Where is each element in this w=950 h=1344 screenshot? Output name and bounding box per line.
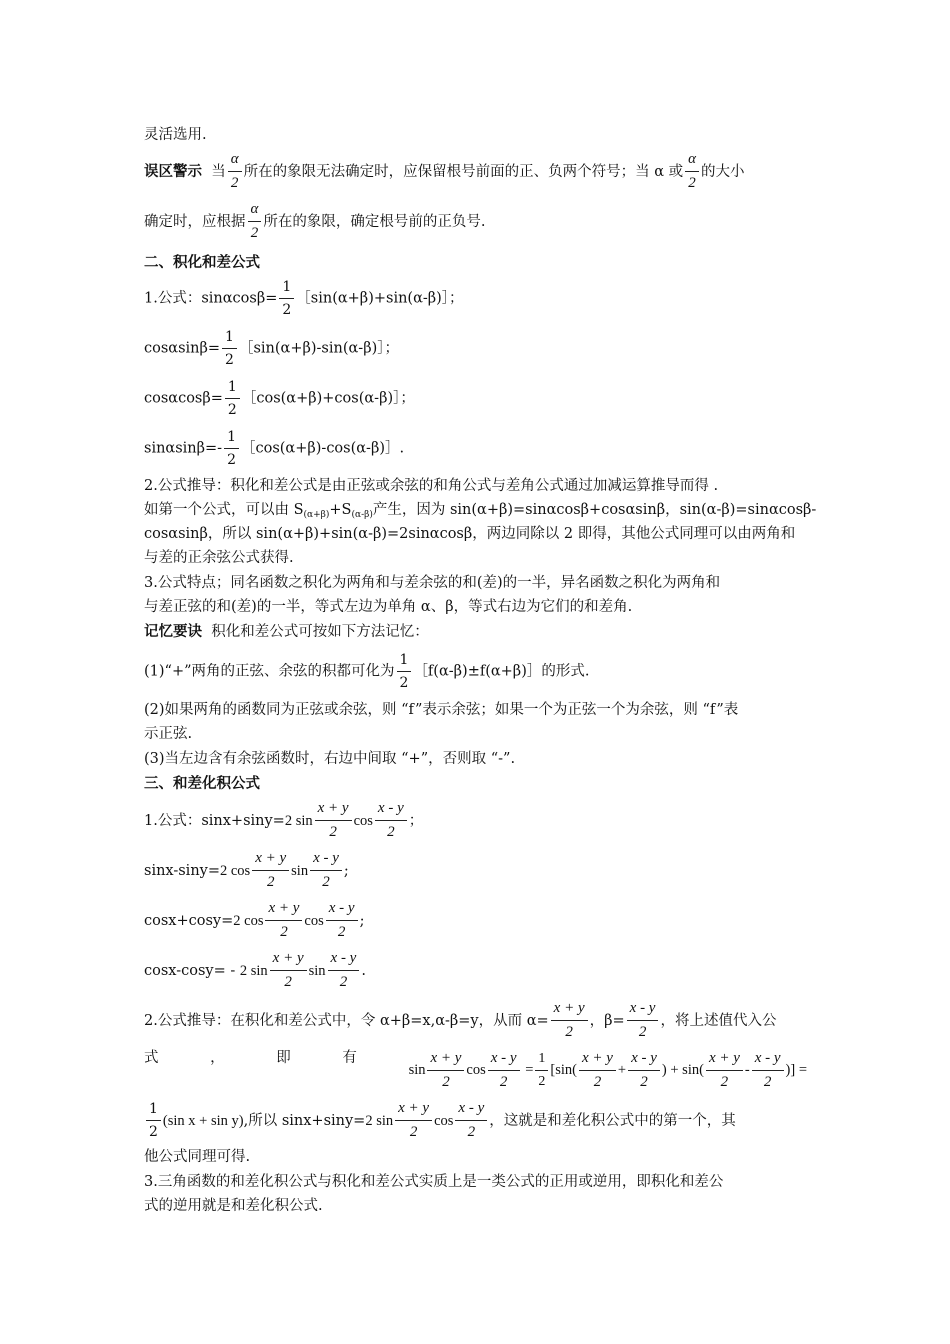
fraction-x-minus-y-over-2: $\frac{x - y}{2}$ (752, 1051, 784, 1091)
fraction-x-plus-y-over-2: $\frac{x + y}{2}$ (315, 801, 352, 841)
misconception-warning: 误区警示 当 $\frac{\alpha}{2}$ 所在的象限无法确定时，应保留根号前面的正、负两个符号；当 α 或 $\frac{\alpha}{2}$ 的大小 (144, 151, 745, 191)
fraction-alpha-over-2: $\frac{\alpha}{2}$ (228, 152, 242, 192)
fraction-x-plus-y-over-2: $\frac{x + y}{2}$ (270, 951, 307, 991)
fraction-alpha-over-2: $\frac{\alpha}{2}$ (685, 152, 699, 192)
text-line: 示正弦. (144, 726, 193, 742)
text-line: 与差正弦的和(差)的一半，等式左边为单角 α、β，等式右边为它们的和差角. (144, 599, 633, 615)
fraction-one-half: $\frac{1}{2}$ (222, 330, 237, 367)
memory-tip: 记忆要诀 积化和差公式可按如下方法记忆： (144, 624, 429, 640)
text-line: 3.三角函数的和差化积公式与积化和差公式实质上是一类公式的正用或逆用，即积化和差公 (144, 1174, 724, 1190)
fraction-one-half: $\frac{1}{2}$ (146, 1102, 161, 1139)
derivation-line: 式 ， 即 有 sin $\frac{x + y}{2}$ cos $\frac{x - y}{2}$ = $\frac{1}{2}$ [sin( $\frac{x + y}{2}$ + $\frac{x - y}{2}$ ) + sin( $\frac{x + y}{2}$ - $\frac{x - y}{2}$ )] = (144, 1050, 807, 1090)
fraction-x-minus-y-over-2: $\frac{x - y}{2}$ (627, 1001, 659, 1041)
fraction-x-minus-y-over-2: $\frac{x - y}{2}$ (488, 1051, 520, 1091)
formula-line: 1.公式：sinx+siny=2 sin $\frac{x + y}{2}$ cos $\frac{x - y}{2}$ ； (144, 800, 424, 840)
fraction-x-plus-y-over-2: $\frac{x + y}{2}$ (252, 851, 289, 891)
fraction-alpha-over-2: $\frac{\alpha}{2}$ (248, 202, 262, 242)
text-line: 与差的正余弦公式获得. (144, 550, 294, 566)
text-line: 2.公式推导：积化和差公式是由正弦或余弦的和角公式与差角公式通过加减运算推导而得 . (144, 478, 719, 494)
text-line: 2.公式推导：在积化和差公式中，令 α+β=x,α-β=y，从而 α= $\frac{x + y}{2}$ ，β= $\frac{x - y}{2}$ ，将上述值代入公 (144, 1000, 777, 1040)
fraction-x-minus-y-over-2: $\frac{x - y}{2}$ (328, 951, 360, 991)
fraction-x-plus-y-over-2: $\frac{x + y}{2}$ (551, 1001, 588, 1041)
fraction-x-plus-y-over-2: $\frac{x + y}{2}$ (427, 1051, 464, 1091)
formula-line: cosx+cosy=2 cos $\frac{x + y}{2}$ cos $\frac{x - y}{2}$ ; (144, 900, 365, 940)
text-line: 确定时，应根据 $\frac{\alpha}{2}$ 所在的象限，确定根号前的正负号. (144, 201, 486, 241)
text-line: (3)当左边含有余弦函数时，右边中间取 “+”，否则取 “-”. (144, 751, 516, 767)
fraction-x-plus-y-over-2: $\frac{x + y}{2}$ (579, 1051, 616, 1091)
fraction-one-half: $\frac{1}{2}$ (224, 430, 239, 467)
text-line: 3.公式特点；同名函数之积化为两角和与差余弦的和(差)的一半，异名函数之积化为两角和 (144, 575, 721, 591)
fraction-x-minus-y-over-2: $\frac{x - y}{2}$ (310, 851, 342, 891)
fraction-one-half: $\frac{1}{2}$ (225, 380, 240, 417)
formula-line: cosαcosβ= $\frac{1}{2}$ ［cos(α+β)+cos(α-β)］； (144, 379, 415, 418)
fraction-x-minus-y-over-2: $\frac{x - y}{2}$ (375, 801, 407, 841)
fraction-one-half: $\frac{1}{2}$ (279, 280, 294, 317)
text-line: (1)“+”两角的正弦、余弦的积都可化为 $\frac{1}{2}$ ［f(α-β)±f(α+β)］的形式. (144, 652, 590, 691)
formula-line: cosαsinβ= $\frac{1}{2}$ ［sin(α+β)-sin(α-β)］； (144, 329, 399, 368)
formula-line: sinαsinβ=- $\frac{1}{2}$ ［cos(α+β)-cos(α-β)］. (144, 429, 405, 468)
text-line: 如第一个公式，可以由 $S_{(\alpha+\beta)}+S_{(\alpha-\beta)}$产生，因为 sin(α+β)=sinαcosβ+cosαsinβ，sin(α-β)=sinαcosβ- (144, 502, 817, 520)
text-line: 灵活选用. (144, 127, 207, 143)
text-line: 式的逆用就是和差化积公式. (144, 1198, 323, 1214)
formula-line: sinx-siny=2 cos $\frac{x + y}{2}$ sin $\frac{x - y}{2}$ ; (144, 850, 349, 890)
text-line: (2)如果两角的函数同为正弦或余弦，则 “f”表示余弦；如果一个为正弦一个为余弦，则 “f”表 (144, 702, 739, 718)
text-line: $\frac{1}{2}$ (sin x + sin y),所以 sinx+siny=2 sin $\frac{x + y}{2}$ cos $\frac{x - y}{2}$ ，这就是和差化积公式中的第一个，其 (144, 1101, 736, 1141)
formula-line: 1.公式：sinαcosβ= $\frac{1}{2}$ ［sin(α+β)+sin(α-β)］； (144, 279, 464, 318)
derivation-equation: sin $\frac{x + y}{2}$ cos $\frac{x - y}{2}$ = $\frac{1}{2}$ [sin( $\frac{x + y}{2}$ + $\frac{x - y}{2}$ ) + sin( $\frac{x + y}{2}$ - $\frac{x - y}{2}$ )] = (408, 1050, 807, 1090)
fraction-one-half: $\frac{1}{2}$ (535, 1052, 548, 1089)
fraction-x-plus-y-over-2: $\frac{x + y}{2}$ (265, 901, 302, 941)
label-memory-tip: 记忆要诀 (144, 624, 202, 640)
text-line: 他公式同理可得. (144, 1149, 251, 1165)
formula-line: cosx-cosy= - 2 sin $\frac{x + y}{2}$ sin $\frac{x - y}{2}$ . (144, 950, 366, 990)
fraction-x-minus-y-over-2: $\frac{x - y}{2}$ (455, 1101, 487, 1141)
label-misconception: 误区警示 (144, 163, 202, 180)
fraction-x-plus-y-over-2: $\frac{x + y}{2}$ (706, 1051, 743, 1091)
fraction-x-plus-y-over-2: $\frac{x + y}{2}$ (395, 1101, 432, 1141)
fraction-x-minus-y-over-2: $\frac{x - y}{2}$ (628, 1051, 660, 1091)
fraction-x-minus-y-over-2: $\frac{x - y}{2}$ (326, 901, 358, 941)
section-heading-sum-to-product: 三、和差化积公式 (144, 776, 260, 792)
text-line: cosαsinβ，所以 sin(α+β)+sin(α-β)=2sinαcosβ，两边同除以 2 即得，其他公式同理可以由两角和 (144, 526, 796, 542)
fraction-one-half: $\frac{1}{2}$ (397, 653, 412, 690)
section-heading-product-to-sum: 二、积化和差公式 (144, 255, 260, 271)
